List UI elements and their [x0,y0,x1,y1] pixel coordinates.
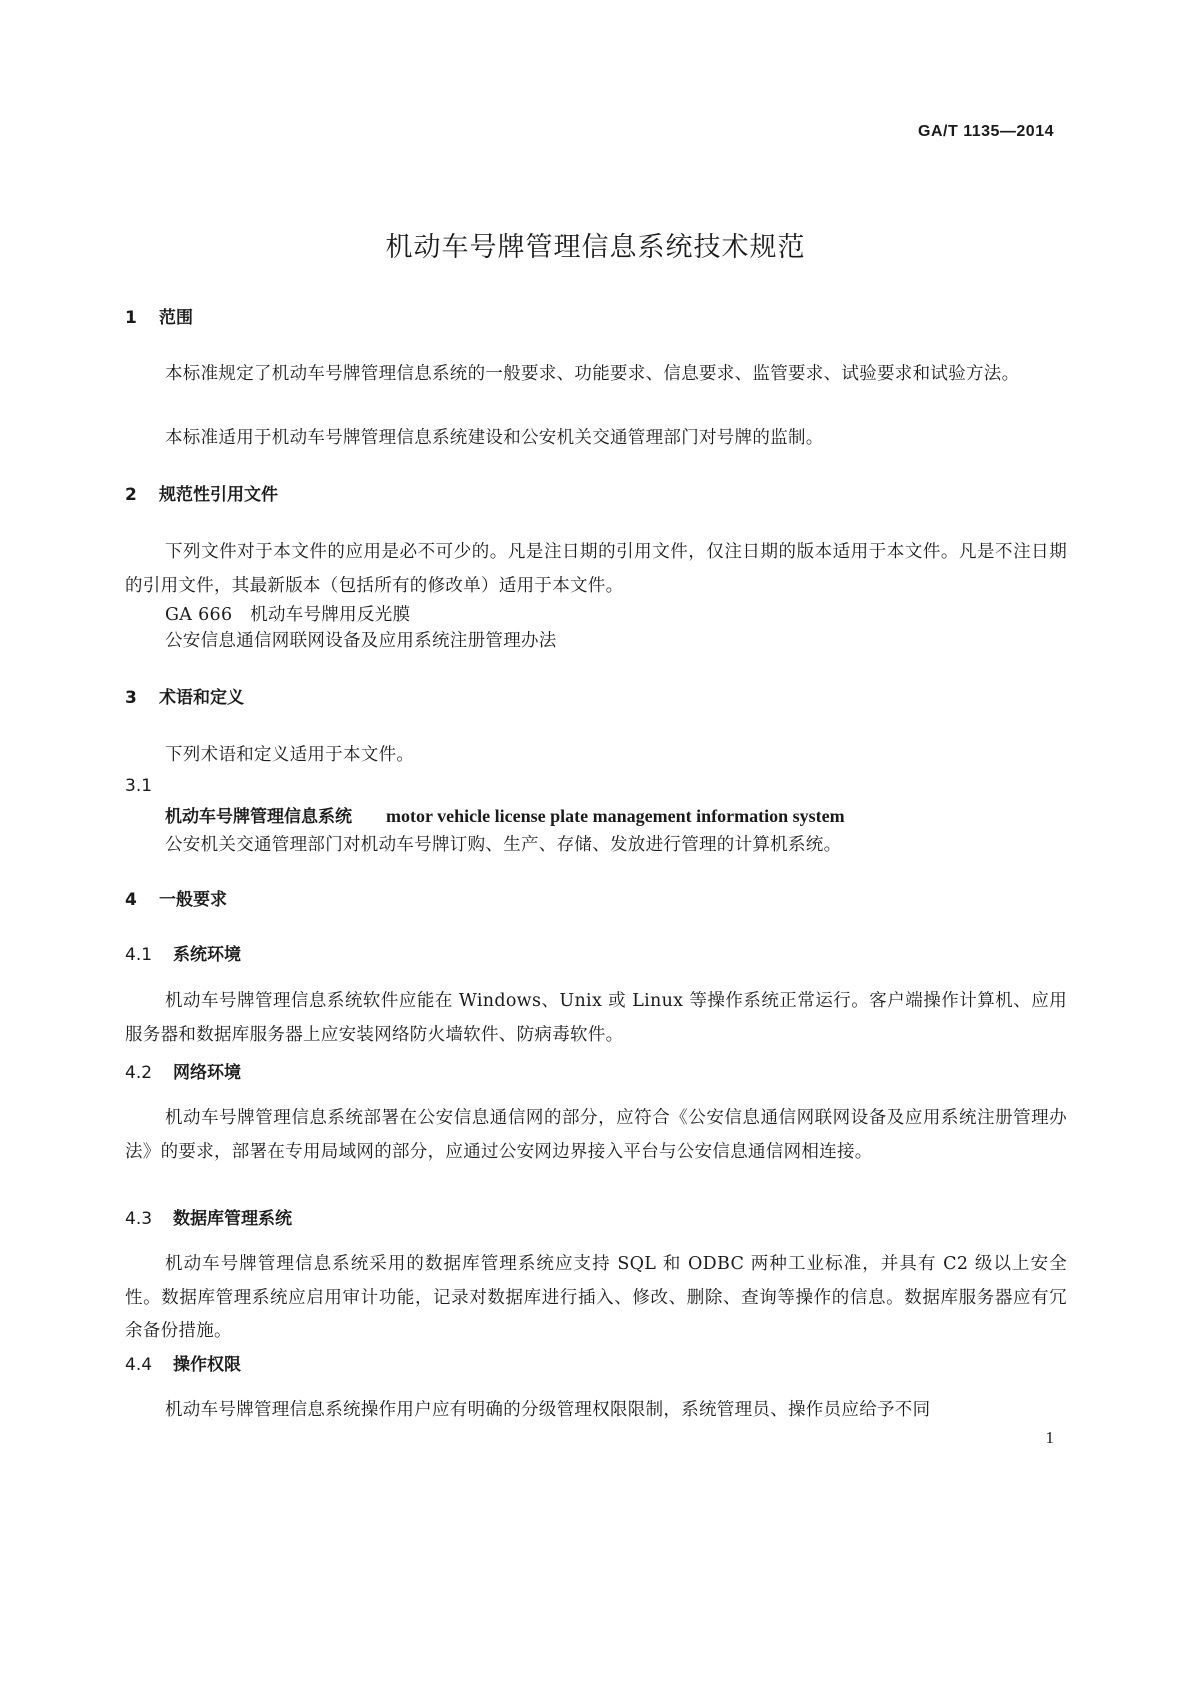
page-number: 1 [1045,1428,1054,1447]
section-title: 术语和定义 [159,688,244,708]
section-2-heading [125,483,1067,507]
subsection-4-3-heading [125,1207,1067,1231]
term-chinese: 机动车号牌管理信息系统 [165,807,352,827]
section-1-paragraph-2: 本标准适用于机动车号牌管理信息系统建设和公安机关交通管理部门对号牌的监制。 [165,428,824,448]
section-4-heading [125,888,1067,912]
subsection-title: 网络环境 [173,1063,241,1083]
section-3-heading [125,686,1067,710]
section-number: 4 [125,890,137,910]
section-1-paragraph-1: 本标准规定了机动车号牌管理信息系统的一般要求、功能要求、信息要求、监管要求、试验要求和试验方法。 [165,364,1020,384]
section-2-paragraph: 下列文件对于本文件的应用是必不可少的。凡是注日期的引用文件，仅注日期的版本适用于本文件。凡是不注日期的引用文件，其最新版本（包括所有的修改单）适用于本文件。 [125,542,1067,596]
subsection-4-2-heading [125,1061,1067,1085]
subsection-4-4-paragraph: 机动车号牌管理信息系统操作用户应有明确的分级管理权限限制，系统管理员、操作员应给予不同 [165,1400,931,1420]
subsection-number: 4.2 [125,1063,153,1083]
subsection-number: 4.1 [125,945,153,965]
document-title: 机动车号牌管理信息系统技术规范 [385,232,806,263]
term-english: motor vehicle license plate management information system [386,806,845,826]
subsection-4-1-heading [125,943,1067,967]
section-number: 2 [125,485,137,505]
term-definition: 公安机关交通管理部门对机动车号牌订购、生产、存储、发放进行管理的计算机系统。 [165,835,842,855]
subsection-title: 操作权限 [173,1355,241,1375]
section-title: 范围 [159,308,193,328]
section-number: 3 [125,688,137,708]
section-title: 一般要求 [159,890,227,910]
subsection-4-3-paragraph: 机动车号牌管理信息系统采用的数据库管理系统应支持 SQL 和 ODBC 两种工业标准，并具有 C2 级以上安全性。数据库管理系统应启用审计功能，记录对数据库进行插入、修改、删除、查询等操作的信息。数据库服务器应有冗余备份措施。 [125,1254,1067,1341]
section-3-intro: 下列术语和定义适用于本文件。 [165,745,415,765]
normative-reference-1: GA 666 机动车号牌用反光膜 [165,605,411,625]
subsection-number: 4.3 [125,1209,153,1229]
normative-reference-2: 公安信息通信网联网设备及应用系统注册管理办法 [165,631,557,651]
subsection-4-4-heading [125,1353,1067,1377]
term-entry [125,801,1107,831]
section-number: 1 [125,308,137,328]
term-number: 3.1 [125,776,153,796]
subsection-4-2-paragraph: 机动车号牌管理信息系统部署在公安信息通信网的部分，应符合《公安信息通信网联网设备及应用系统注册管理办法》的要求，部署在专用局域网的部分，应通过公安网边界接入平台与公安信息通信网相连接。 [125,1108,1067,1162]
section-title: 规范性引用文件 [159,485,278,505]
standard-code: GA/T 1135—2014 [918,123,1054,140]
section-1-heading [125,306,1067,330]
subsection-title: 系统环境 [173,945,241,965]
subsection-number: 4.4 [125,1355,153,1375]
subsection-4-1-paragraph: 机动车号牌管理信息系统软件应能在 Windows、Unix 或 Linux 等操作系统正常运行。客户端操作计算机、应用服务器和数据库服务器上应安装网络防火墙软件、防病毒软件。 [125,991,1067,1045]
subsection-title: 数据库管理系统 [173,1209,292,1229]
